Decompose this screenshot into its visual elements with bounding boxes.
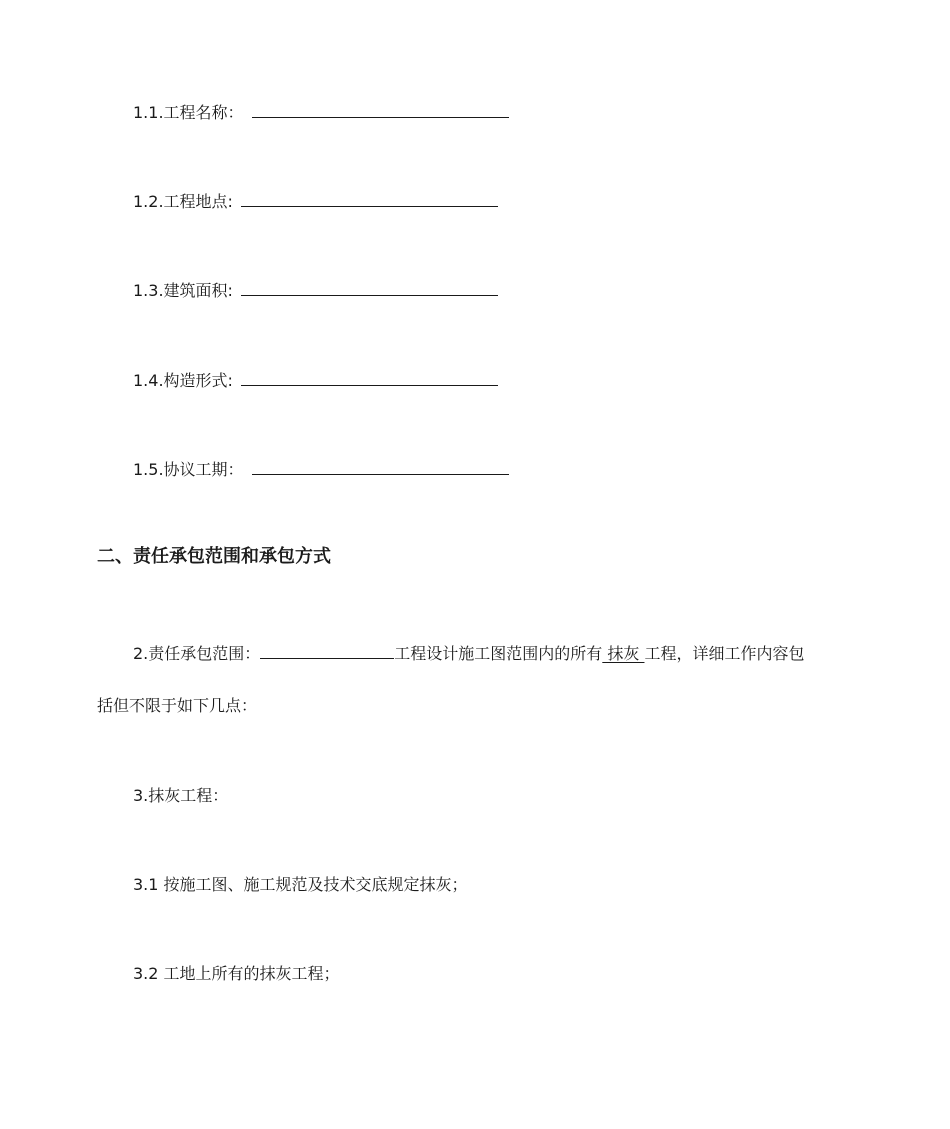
fill-in-blank[interactable] bbox=[241, 189, 498, 207]
section-heading: 二、责任承包范围和承包方式 bbox=[97, 546, 331, 567]
scope-underlined-work: 抹灰 bbox=[602, 644, 645, 663]
fill-in-blank[interactable] bbox=[252, 100, 509, 118]
item-3-1: 3.1 按施工图、施工规范及技术交底规定抹灰； bbox=[133, 875, 468, 894]
scope-suffix: 工程，详细工作内容包 bbox=[644, 644, 805, 663]
scope-paragraph-line2: 括但不限于如下几点： bbox=[97, 696, 258, 715]
field-label: 1.3.建筑面积: bbox=[133, 281, 233, 300]
scope-prefix: 2.责任承包范围： bbox=[133, 644, 261, 663]
scope-paragraph-line1 bbox=[133, 641, 805, 664]
scope-blank[interactable] bbox=[260, 641, 394, 659]
scope-mid-text: 工程设计施工图范围内的所有 bbox=[394, 644, 603, 663]
field-label: 1.4.构造形式: bbox=[133, 371, 233, 390]
fill-in-blank[interactable] bbox=[252, 457, 509, 475]
field-building-area bbox=[133, 278, 498, 301]
field-label: 1.1.工程名称： bbox=[133, 103, 244, 122]
field-project-name bbox=[133, 100, 509, 123]
field-contract-period bbox=[133, 457, 509, 480]
item-3-2: 3.2 工地上所有的抹灰工程； bbox=[133, 964, 340, 983]
item-3: 3.抹灰工程： bbox=[133, 786, 229, 805]
field-project-location bbox=[133, 189, 498, 212]
field-label: 1.2.工程地点: bbox=[133, 192, 233, 211]
fill-in-blank[interactable] bbox=[241, 368, 498, 386]
field-structure-form bbox=[133, 368, 498, 391]
field-label: 1.5.协议工期： bbox=[133, 460, 244, 479]
fill-in-blank[interactable] bbox=[241, 278, 498, 296]
